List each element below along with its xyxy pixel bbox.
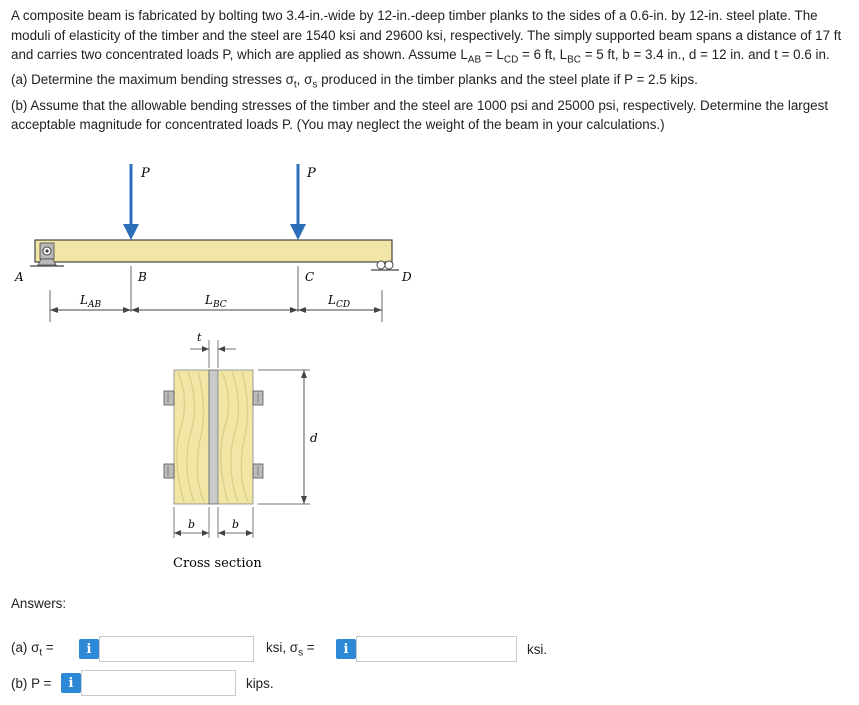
point-label-b: B [138, 270, 147, 284]
beam-figure [0, 150, 440, 580]
answers-label: Answers: [11, 596, 67, 611]
problem-part-b: (b) Assume that the allowable bending stresses of the timber and the steel are 1000 psi and 25000 psi, respectively. Determine the largest acceptable magnitude for concentrated loads P. (You may neglect the weight of the beam in your calculations.) [11, 97, 829, 133]
problem-intro: A composite beam is fabricated by bolting two 3.4-in.-wide by 12-in.-deep timber planks to the sides of a 0.6-in. by 12-in. steel plate. The moduli of elasticity of the timber and the steel are 1540 ksi and 29600 ksi, respectively. The simply supported beam spans a distance of 17 ft and carries two concentrated loads P, which are applied as shown. Assume $L_{AB} = L_{CD} = 6$ ft, $L_{BC} = 5$ ft, b = 3.4 in., d = 12 in. and t = 0.6 in. [11, 8, 842, 66]
timber-plank-left [174, 370, 209, 504]
load-arrow-b [123, 164, 139, 240]
p-input[interactable] [81, 670, 236, 696]
dim-label-b-right: b [232, 518, 240, 531]
sigma-t-input[interactable] [99, 636, 254, 662]
dim-label-lab: $L_{AB}$ [80, 293, 102, 310]
load-label-c: P [307, 166, 316, 181]
sigma-t-label: (a) $\sigma_t$ = [11, 639, 54, 659]
load-arrow-c [290, 164, 306, 240]
sigma-s-label: ksi, $\sigma_s$ = [266, 639, 315, 659]
beam [35, 240, 392, 262]
load-label-b: P [141, 166, 150, 181]
sigma-s-unit: ksi. [527, 641, 548, 657]
point-label-a: A [15, 270, 24, 284]
info-button-p[interactable]: i [61, 673, 81, 693]
cross-section-caption: Cross section [173, 556, 262, 571]
info-button-sigma-s[interactable]: i [336, 639, 356, 659]
dim-label-t: t [197, 331, 202, 344]
point-label-c: C [305, 270, 315, 284]
dim-label-lcd: $L_{CD}$ [328, 293, 351, 310]
problem-statement [11, 6, 843, 135]
sigma-s-input[interactable] [356, 636, 517, 662]
point-label-d: D [402, 270, 412, 284]
timber-plank-right [218, 370, 253, 504]
info-button-sigma-t[interactable]: i [79, 639, 99, 659]
p-label: (b) P = [11, 675, 52, 691]
p-unit: kips. [246, 675, 274, 691]
answer-row-a [11, 636, 547, 662]
answer-row-b [11, 670, 274, 696]
dim-label-b-left: b [188, 518, 196, 531]
dim-label-d: d [310, 431, 318, 445]
steel-plate [209, 370, 218, 504]
dim-label-lbc: $L_{BC}$ [205, 293, 227, 310]
problem-part-a: (a) Determine the maximum bending stresses $\sigma_t$, $\sigma_s$ produced in the timber planks and the steel plate if P = 2.5 kips. [11, 72, 698, 92]
